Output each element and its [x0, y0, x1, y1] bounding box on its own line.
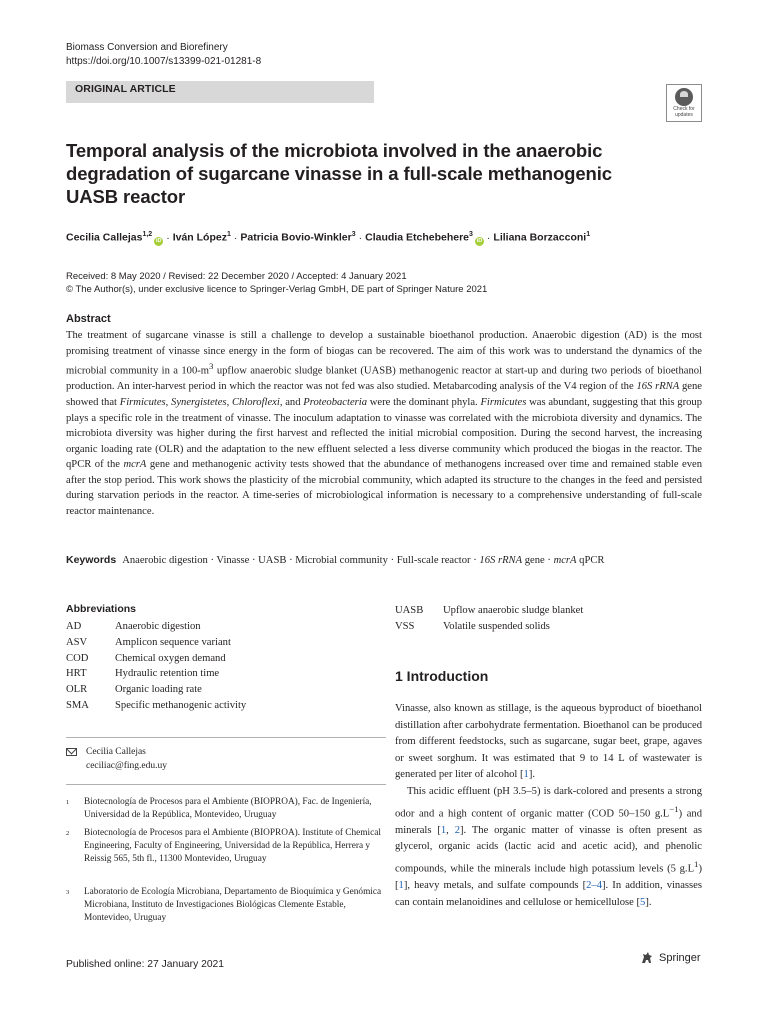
copyright-line: © The Author(s), under exclusive licence to Springer-Verlag GmbH, DE part of Springer Nature 2021: [66, 284, 488, 295]
abbreviation-row: COD Chemical oxygen demand: [66, 652, 226, 664]
section-heading-introduction: 1 Introduction: [395, 668, 489, 684]
affiliation-item: 2 Biotecnología de Procesos para el Ambiente (BIOPROA). Institute of Chemical Engineering, Faculty of Engineering, Universidad de la República, Herrera y Reissig 565, 5th fl., 11300 Montevideo, Uruguay: [66, 828, 381, 864]
intro-paragraph: Vinasse, also known as stillage, is the aqueous byproduct of bioethanol distillation after carbohydrate fermentation. Bioethanol can be produced from different feedstocks, such as sugarcane, sugar beet, grape, agaves or sweet sorghum. It was estimated that 9 to 14 L of wastewater is generated per liter of alcohol [1].: [395, 703, 702, 781]
contact-email[interactable]: ceciliac@fing.edu.uy: [86, 761, 168, 771]
author-separator: ·: [233, 231, 238, 244]
abstract-heading: Abstract: [66, 313, 111, 325]
introduction-text: [395, 701, 702, 911]
author-separator: ·: [358, 231, 363, 244]
author-affiliation-ref: 1,2: [142, 231, 153, 238]
citation-link[interactable]: 2: [454, 824, 460, 836]
badge-line2: updates: [675, 111, 693, 118]
citation-link[interactable]: 1: [440, 824, 447, 836]
article-title: Temporal analysis of the microbiota involved in the anaerobic degradation of sugarcane vinasse in a full-scale methanogenic UASB reactor: [66, 140, 612, 207]
abstract-text: The treatment of sugarcane vinasse is still a challenge to develop a sustainable bioethanol production. Anaerobic digestion (AD) is the most promising treatment of vinasse since energy in the form of biogas can be recovered. The aim of this work was to understand the dynamics of the microbial community in a $100-m^3$ upflow anaerobic sludge blanket (UASB) methanogenic reactor at start-up and during two periods of bioethanol production. An inter-harvest period in which the reactor was not fed was also studied. Metabarcoding analysis of the V4 region of the 16S rRNA gene showed that Firmicutes, Synergistetes, Chloroflexi, and Proteobacteria were the dominant phyla. Firmicutes was abundant, suggesting that this group plays a specific role in the treatment of vinasse. The inoculum adaptation to vinasse was correlated with the microbiota diversity and dynamics. The microbiota diversity was higher during the first harvest and reflected the initial microbial composition. During the second harvest, the increasing organic loading rate (OLR) and the adaptation to the new effluent selected a less diverse community which produced the biogas in the reactor. The qPCR of the mcrA gene and methanogenic activity tests showed that the abundance of methanogens increased over time and remained stable even after the stop period. This work shows the plasticity of the microbial community, which adapted its structure to the changes in the feed and persisted during starvation periods in the reactor. A time-series of microbiological information is necessary to a comprehensive understanding of full-scale reactor maintenance.: [66, 330, 703, 518]
keywords-heading: Keywords: [66, 554, 117, 566]
history-dates: Received: 8 May 2020 / Revised: 22 December 2020 / Accepted: 4 January 2021: [66, 271, 407, 282]
author-affiliation-ref: 1: [226, 231, 231, 238]
corresponding-author: [66, 745, 167, 773]
author-name[interactable]: Iván López: [172, 231, 227, 244]
abbreviation-row: VSS Volatile suspended solids: [395, 620, 550, 632]
springer-horse-icon: [640, 951, 654, 965]
abbreviation-row: ASV Amplicon sequence variant: [66, 636, 231, 648]
citation-link[interactable]: 1: [523, 769, 529, 781]
abbreviations-table-left: [66, 619, 246, 714]
affiliation-item: 1 Biotecnología de Procesos para el Ambiente (BIOPROA), Fac. de Ingeniería, Universidad de la República, Montevideo, Uruguay: [66, 797, 372, 820]
author-affiliation-ref: 1: [586, 231, 591, 238]
abbreviation-row: SMA Specific methanogenic activity: [66, 699, 247, 711]
author-separator: ·: [166, 231, 170, 244]
orcid-icon[interactable]: iD: [155, 237, 162, 244]
check-updates-icon: [675, 88, 693, 106]
affiliation-item: 3 Laboratorio de Ecología Microbiana, Departamento de Bioquímica y Genómica Microbiana, Instituto de Investigaciones Biológicas Clemente Estable, Montevideo, Uruguay: [66, 887, 382, 923]
abbreviations-table-right: [395, 603, 583, 635]
author-affiliation-ref: 3: [351, 231, 356, 238]
abbreviation-row: OLR Organic loading rate: [66, 684, 202, 696]
abbreviations-heading: Abbreviations: [66, 603, 137, 615]
published-date: Published online: 27 January 2021: [66, 959, 225, 970]
citation-link[interactable]: 2–4: [586, 880, 603, 891]
abbreviation-row: AD Anaerobic digestion: [66, 621, 201, 632]
keywords-line: Keywords Anaerobic digestion · Vinasse · UASB · Microbial community · Full-scale reactor · 16S rRNA gene · mcrA qPCR: [66, 554, 605, 566]
journal-name: Biomass Conversion and Biorefinery: [66, 42, 228, 53]
article-dates: [66, 270, 487, 296]
footnote-divider: [66, 784, 386, 785]
check-for-updates-badge[interactable]: [666, 84, 702, 122]
contact-name: Cecilia Callejas: [86, 747, 146, 757]
publisher-name: Springer: [659, 952, 701, 964]
badge-line1: Check for: [673, 106, 695, 112]
author-name[interactable]: Claudia Etchebehere: [365, 231, 470, 244]
citation-link[interactable]: 5: [640, 896, 646, 908]
author-affiliation-ref: 3: [469, 231, 473, 238]
doi-link[interactable]: https://doi.org/10.1007/s13399-021-01281-8: [66, 56, 262, 67]
author-name[interactable]: Patricia Bovio-Winkler: [240, 231, 352, 244]
abbreviation-row: HRT Hydraulic retention time: [66, 668, 220, 680]
footnote-divider: [66, 737, 386, 738]
envelope-icon: [66, 748, 77, 756]
abbreviation-row: UASB Upflow anaerobic sludge blanket: [395, 605, 584, 616]
intro-paragraph: This acidic effluent (pH 3.5–5) is dark-colored and presents a strong odor and a high content of organic matter (COD 50–150 $g.L^{-1}$) and minerals [1, 2]. The organic matter of vinasse is often present as glycerol, organic acids (lactic acid and acetic acid), and phenolic compounds, while the minerals include high potassium levels (5 $g.L^1$) [1], heavy metals, and sulfate compounds [2–4]. In addition, vinasses can contain melanoidines and cellulose or hemicellulose [5].: [395, 785, 703, 908]
article-type-bar: ORIGINAL ARTICLE: [66, 81, 374, 103]
orcid-icon[interactable]: iD: [476, 237, 483, 244]
author-name[interactable]: Cecilia Callejas: [66, 231, 143, 244]
citation-link[interactable]: 1: [398, 880, 404, 891]
author-separator: ·: [486, 231, 491, 244]
publisher-logo: [640, 951, 701, 965]
journal-header: [66, 41, 261, 69]
author-name[interactable]: Liliana Borzacconi: [493, 231, 587, 244]
author-list: [66, 231, 726, 246]
